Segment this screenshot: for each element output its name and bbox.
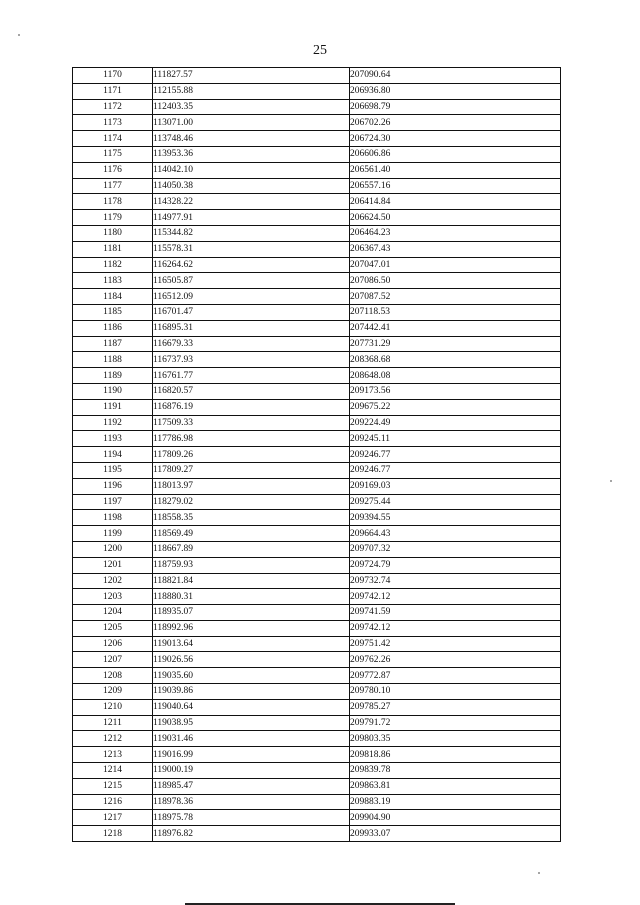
x-coordinate-cell: 119026.56 bbox=[153, 652, 350, 668]
point-number-cell: 1211 bbox=[73, 715, 153, 731]
x-coordinate-cell: 112155.88 bbox=[153, 83, 350, 99]
table-row bbox=[73, 573, 561, 589]
point-number-cell: 1184 bbox=[73, 289, 153, 305]
y-coordinate-cell: 206561.40 bbox=[350, 162, 561, 178]
y-coordinate-cell: 207047.01 bbox=[350, 257, 561, 273]
x-coordinate-cell: 114050.38 bbox=[153, 178, 350, 194]
y-coordinate-cell: 209741.59 bbox=[350, 605, 561, 621]
x-coordinate-cell: 118759.93 bbox=[153, 557, 350, 573]
y-coordinate-cell: 209780.10 bbox=[350, 684, 561, 700]
x-coordinate-cell: 118013.97 bbox=[153, 478, 350, 494]
point-number-cell: 1215 bbox=[73, 778, 153, 794]
table-row bbox=[73, 636, 561, 652]
x-coordinate-cell: 116264.62 bbox=[153, 257, 350, 273]
point-number-cell: 1186 bbox=[73, 320, 153, 336]
table-row bbox=[73, 320, 561, 336]
y-coordinate-cell: 209883.19 bbox=[350, 794, 561, 810]
point-number-cell: 1170 bbox=[73, 68, 153, 84]
y-coordinate-cell: 208368.68 bbox=[350, 352, 561, 368]
x-coordinate-cell: 118667.89 bbox=[153, 541, 350, 557]
y-coordinate-cell: 207090.64 bbox=[350, 68, 561, 84]
table-row bbox=[73, 68, 561, 84]
x-coordinate-cell: 116701.47 bbox=[153, 304, 350, 320]
table-row bbox=[73, 289, 561, 305]
x-coordinate-cell: 118975.78 bbox=[153, 810, 350, 826]
point-number-cell: 1177 bbox=[73, 178, 153, 194]
table-row bbox=[73, 494, 561, 510]
table-row bbox=[73, 620, 561, 636]
table-row bbox=[73, 83, 561, 99]
point-number-cell: 1192 bbox=[73, 415, 153, 431]
x-coordinate-cell: 118558.35 bbox=[153, 510, 350, 526]
point-number-cell: 1194 bbox=[73, 447, 153, 463]
table-row bbox=[73, 336, 561, 352]
y-coordinate-cell: 206464.23 bbox=[350, 225, 561, 241]
point-number-cell: 1198 bbox=[73, 510, 153, 526]
x-coordinate-cell: 114042.10 bbox=[153, 162, 350, 178]
point-number-cell: 1212 bbox=[73, 731, 153, 747]
point-number-cell: 1174 bbox=[73, 131, 153, 147]
x-coordinate-cell: 119000.19 bbox=[153, 763, 350, 779]
x-coordinate-cell: 119038.95 bbox=[153, 715, 350, 731]
y-coordinate-cell: 209772.87 bbox=[350, 668, 561, 684]
table-row bbox=[73, 146, 561, 162]
x-coordinate-cell: 119040.64 bbox=[153, 699, 350, 715]
x-coordinate-cell: 116820.57 bbox=[153, 383, 350, 399]
x-coordinate-cell: 112403.35 bbox=[153, 99, 350, 115]
x-coordinate-cell: 117809.26 bbox=[153, 447, 350, 463]
y-coordinate-cell: 209742.12 bbox=[350, 620, 561, 636]
y-coordinate-cell: 209818.86 bbox=[350, 747, 561, 763]
y-coordinate-cell: 209394.55 bbox=[350, 510, 561, 526]
y-coordinate-cell: 209707.32 bbox=[350, 541, 561, 557]
y-coordinate-cell: 209904.90 bbox=[350, 810, 561, 826]
point-number-cell: 1187 bbox=[73, 336, 153, 352]
x-coordinate-cell: 116737.93 bbox=[153, 352, 350, 368]
table-row bbox=[73, 415, 561, 431]
y-coordinate-cell: 209275.44 bbox=[350, 494, 561, 510]
x-coordinate-cell: 119031.46 bbox=[153, 731, 350, 747]
coordinates-table bbox=[72, 67, 561, 842]
x-coordinate-cell: 119035.60 bbox=[153, 668, 350, 684]
point-number-cell: 1171 bbox=[73, 83, 153, 99]
point-number-cell: 1209 bbox=[73, 684, 153, 700]
table-row bbox=[73, 684, 561, 700]
y-coordinate-cell: 209933.07 bbox=[350, 826, 561, 842]
table-row bbox=[73, 731, 561, 747]
point-number-cell: 1201 bbox=[73, 557, 153, 573]
y-coordinate-cell: 207087.52 bbox=[350, 289, 561, 305]
y-coordinate-cell: 206606.86 bbox=[350, 146, 561, 162]
y-coordinate-cell: 209863.81 bbox=[350, 778, 561, 794]
table-row bbox=[73, 383, 561, 399]
point-number-cell: 1173 bbox=[73, 115, 153, 131]
y-coordinate-cell: 206557.16 bbox=[350, 178, 561, 194]
table-row bbox=[73, 431, 561, 447]
x-coordinate-cell: 113071.00 bbox=[153, 115, 350, 131]
y-coordinate-cell: 206724.30 bbox=[350, 131, 561, 147]
table-row bbox=[73, 526, 561, 542]
y-coordinate-cell: 209742.12 bbox=[350, 589, 561, 605]
y-coordinate-cell: 206367.43 bbox=[350, 241, 561, 257]
point-number-cell: 1178 bbox=[73, 194, 153, 210]
point-number-cell: 1180 bbox=[73, 225, 153, 241]
table-row bbox=[73, 763, 561, 779]
x-coordinate-cell: 116679.33 bbox=[153, 336, 350, 352]
point-number-cell: 1202 bbox=[73, 573, 153, 589]
x-coordinate-cell: 113748.46 bbox=[153, 131, 350, 147]
y-coordinate-cell: 209724.79 bbox=[350, 557, 561, 573]
x-coordinate-cell: 111827.57 bbox=[153, 68, 350, 84]
x-coordinate-cell: 117786.98 bbox=[153, 431, 350, 447]
x-coordinate-cell: 115578.31 bbox=[153, 241, 350, 257]
coordinates-table-body bbox=[73, 68, 561, 842]
table-row bbox=[73, 210, 561, 226]
point-number-cell: 1218 bbox=[73, 826, 153, 842]
x-coordinate-cell: 118279.02 bbox=[153, 494, 350, 510]
x-coordinate-cell: 117809.27 bbox=[153, 462, 350, 478]
point-number-cell: 1175 bbox=[73, 146, 153, 162]
x-coordinate-cell: 115344.82 bbox=[153, 225, 350, 241]
point-number-cell: 1172 bbox=[73, 99, 153, 115]
scan-speck bbox=[610, 480, 612, 482]
point-number-cell: 1195 bbox=[73, 462, 153, 478]
y-coordinate-cell: 209791.72 bbox=[350, 715, 561, 731]
table-row bbox=[73, 225, 561, 241]
x-coordinate-cell: 116512.09 bbox=[153, 289, 350, 305]
point-number-cell: 1203 bbox=[73, 589, 153, 605]
table-row bbox=[73, 368, 561, 384]
x-coordinate-cell: 118880.31 bbox=[153, 589, 350, 605]
x-coordinate-cell: 117509.33 bbox=[153, 415, 350, 431]
table-row bbox=[73, 557, 561, 573]
point-number-cell: 1208 bbox=[73, 668, 153, 684]
point-number-cell: 1191 bbox=[73, 399, 153, 415]
point-number-cell: 1189 bbox=[73, 368, 153, 384]
y-coordinate-cell: 209675.22 bbox=[350, 399, 561, 415]
x-coordinate-cell: 116761.77 bbox=[153, 368, 350, 384]
y-coordinate-cell: 209732.74 bbox=[350, 573, 561, 589]
y-coordinate-cell: 209751.42 bbox=[350, 636, 561, 652]
y-coordinate-cell: 206414.84 bbox=[350, 194, 561, 210]
point-number-cell: 1196 bbox=[73, 478, 153, 494]
y-coordinate-cell: 208648.08 bbox=[350, 368, 561, 384]
point-number-cell: 1206 bbox=[73, 636, 153, 652]
table-row bbox=[73, 273, 561, 289]
table-row bbox=[73, 178, 561, 194]
point-number-cell: 1210 bbox=[73, 699, 153, 715]
y-coordinate-cell: 206936.80 bbox=[350, 83, 561, 99]
point-number-cell: 1176 bbox=[73, 162, 153, 178]
y-coordinate-cell: 206624.50 bbox=[350, 210, 561, 226]
y-coordinate-cell: 209224.49 bbox=[350, 415, 561, 431]
point-number-cell: 1197 bbox=[73, 494, 153, 510]
table-row bbox=[73, 541, 561, 557]
table-row bbox=[73, 478, 561, 494]
y-coordinate-cell: 207118.53 bbox=[350, 304, 561, 320]
y-coordinate-cell: 206698.79 bbox=[350, 99, 561, 115]
table-row bbox=[73, 131, 561, 147]
point-number-cell: 1181 bbox=[73, 241, 153, 257]
table-row bbox=[73, 589, 561, 605]
table-row bbox=[73, 715, 561, 731]
point-number-cell: 1182 bbox=[73, 257, 153, 273]
y-coordinate-cell: 209246.77 bbox=[350, 462, 561, 478]
scan-speck bbox=[538, 872, 540, 874]
table-row bbox=[73, 447, 561, 463]
x-coordinate-cell: 118992.96 bbox=[153, 620, 350, 636]
table-row bbox=[73, 352, 561, 368]
table-row bbox=[73, 794, 561, 810]
point-number-cell: 1193 bbox=[73, 431, 153, 447]
point-number-cell: 1213 bbox=[73, 747, 153, 763]
point-number-cell: 1185 bbox=[73, 304, 153, 320]
x-coordinate-cell: 118935.07 bbox=[153, 605, 350, 621]
table-row bbox=[73, 747, 561, 763]
table-row bbox=[73, 99, 561, 115]
y-coordinate-cell: 209803.35 bbox=[350, 731, 561, 747]
x-coordinate-cell: 118821.84 bbox=[153, 573, 350, 589]
y-coordinate-cell: 209246.77 bbox=[350, 447, 561, 463]
y-coordinate-cell: 209169.03 bbox=[350, 478, 561, 494]
x-coordinate-cell: 116505.87 bbox=[153, 273, 350, 289]
table-row bbox=[73, 510, 561, 526]
x-coordinate-cell: 118985.47 bbox=[153, 778, 350, 794]
x-coordinate-cell: 118569.49 bbox=[153, 526, 350, 542]
x-coordinate-cell: 116895.31 bbox=[153, 320, 350, 336]
y-coordinate-cell: 209664.43 bbox=[350, 526, 561, 542]
y-coordinate-cell: 207731.29 bbox=[350, 336, 561, 352]
scan-speck bbox=[18, 34, 20, 36]
y-coordinate-cell: 209762.26 bbox=[350, 652, 561, 668]
point-number-cell: 1216 bbox=[73, 794, 153, 810]
point-number-cell: 1214 bbox=[73, 763, 153, 779]
point-number-cell: 1207 bbox=[73, 652, 153, 668]
point-number-cell: 1205 bbox=[73, 620, 153, 636]
x-coordinate-cell: 119039.86 bbox=[153, 684, 350, 700]
x-coordinate-cell: 119013.64 bbox=[153, 636, 350, 652]
x-coordinate-cell: 116876.19 bbox=[153, 399, 350, 415]
table-row bbox=[73, 810, 561, 826]
point-number-cell: 1188 bbox=[73, 352, 153, 368]
point-number-cell: 1199 bbox=[73, 526, 153, 542]
y-coordinate-cell: 206702.26 bbox=[350, 115, 561, 131]
x-coordinate-cell: 114328.22 bbox=[153, 194, 350, 210]
table-row bbox=[73, 399, 561, 415]
point-number-cell: 1200 bbox=[73, 541, 153, 557]
point-number-cell: 1204 bbox=[73, 605, 153, 621]
table-row bbox=[73, 241, 561, 257]
point-number-cell: 1190 bbox=[73, 383, 153, 399]
y-coordinate-cell: 207442.41 bbox=[350, 320, 561, 336]
x-coordinate-cell: 119016.99 bbox=[153, 747, 350, 763]
table-row bbox=[73, 668, 561, 684]
y-coordinate-cell: 209785.27 bbox=[350, 699, 561, 715]
x-coordinate-cell: 114977.91 bbox=[153, 210, 350, 226]
x-coordinate-cell: 118978.36 bbox=[153, 794, 350, 810]
table-row bbox=[73, 115, 561, 131]
table-row bbox=[73, 257, 561, 273]
x-coordinate-cell: 118976.82 bbox=[153, 826, 350, 842]
table-row bbox=[73, 194, 561, 210]
point-number-cell: 1183 bbox=[73, 273, 153, 289]
y-coordinate-cell: 209839.78 bbox=[350, 763, 561, 779]
point-number-cell: 1179 bbox=[73, 210, 153, 226]
point-number-cell: 1217 bbox=[73, 810, 153, 826]
table-row bbox=[73, 304, 561, 320]
table-row bbox=[73, 699, 561, 715]
y-coordinate-cell: 207086.50 bbox=[350, 273, 561, 289]
y-coordinate-cell: 209173.56 bbox=[350, 383, 561, 399]
table-row bbox=[73, 652, 561, 668]
table-row bbox=[73, 826, 561, 842]
page-number: 25 bbox=[313, 43, 327, 58]
x-coordinate-cell: 113953.36 bbox=[153, 146, 350, 162]
table-row bbox=[73, 778, 561, 794]
table-row bbox=[73, 162, 561, 178]
table-row bbox=[73, 605, 561, 621]
y-coordinate-cell: 209245.11 bbox=[350, 431, 561, 447]
table-row bbox=[73, 462, 561, 478]
